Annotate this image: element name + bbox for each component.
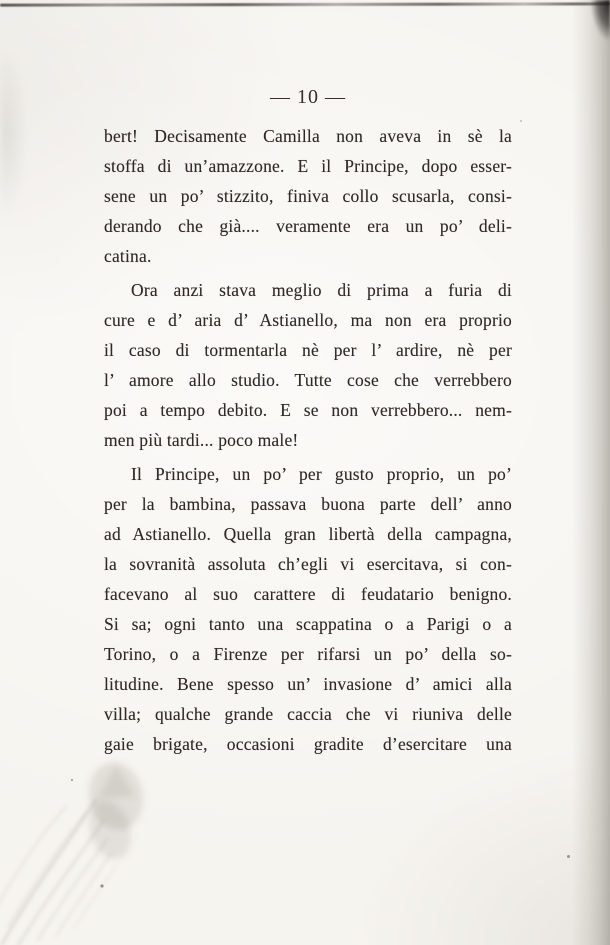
text-line: catina.: [104, 246, 152, 266]
text-line: l’ amore allo studio. Tutte cose che verrebbero: [104, 370, 512, 390]
smudge-stain: [0, 748, 224, 945]
text-line: gaie brigate, occasioni gradite d’esercitare una: [104, 734, 512, 754]
text-line: facevano al suo carattere di feudatario benigno.: [104, 584, 512, 604]
text-line: la sovranità assoluta ch’egli vi esercitava, si con-: [104, 554, 512, 574]
paper-speck: [567, 855, 570, 858]
page-text-block: [104, 121, 512, 759]
text-line: Ora anzi stava meglio di prima a furia di: [131, 280, 512, 300]
text-line: poi a tempo debito. E se non verrebbero... nem-: [104, 400, 512, 420]
paper-mottling: [0, 30, 60, 290]
text-line: per la bambina, passava buona parte dell’ anno: [104, 494, 512, 514]
text-line: cure e d’ aria d’ Astianello, ma non era proprio: [104, 310, 512, 330]
text-line: men più tardi... poco male!: [104, 430, 299, 450]
text-line: Si sa; ogni tanto una scappatina o a Parigi o a: [104, 614, 512, 634]
text-line: bert! Decisamente Camilla non aveva in sè la: [104, 126, 512, 146]
text-line: sene un po’ stizzito, finiva collo scusarla, consi-: [104, 186, 512, 206]
text-line: derando che già.... veramente era un po’ deli-: [104, 216, 512, 236]
text-line: ad Astianello. Quella gran libertà della campagna,: [104, 524, 512, 544]
text-line: stoffa di un’amazzone. E il Principe, dopo esser-: [104, 156, 512, 176]
text-line: il caso di tormentarla nè per l’ ardire, nè per: [104, 340, 512, 360]
page-number-header: — 10 —: [270, 86, 346, 108]
text-line: villa; qualche grande caccia che vi riuniva delle: [104, 704, 512, 724]
scan-top-edge-line: [0, 2, 610, 6]
text-line: Il Principe, un po’ per gusto proprio, un po’: [131, 464, 512, 484]
text-line: litudine. Bene spesso un’ invasione d’ amici alla: [104, 674, 512, 694]
text-line: Torino, o a Firenze per rifarsi un po’ della so-: [104, 644, 512, 664]
scan-corner-mark: [584, 0, 610, 60]
paper-speck: [520, 120, 522, 122]
page-gutter-shadow: [572, 0, 610, 945]
